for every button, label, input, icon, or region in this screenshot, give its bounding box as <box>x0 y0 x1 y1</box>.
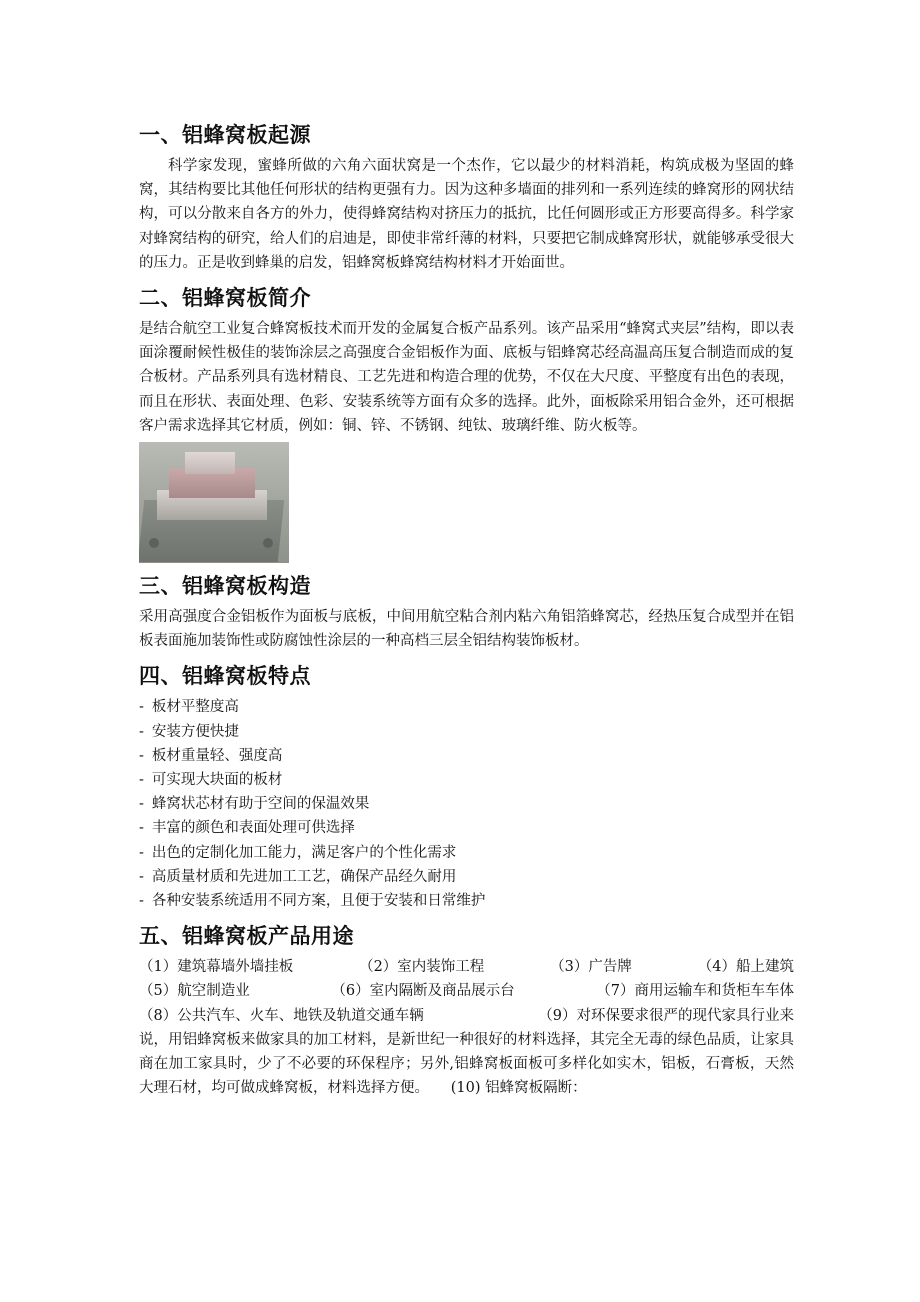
feature-list <box>139 695 794 913</box>
list-item: - 板材平整度高 <box>139 695 794 719</box>
uses-row <box>139 955 794 979</box>
use-item: （8）公共汽车、火车、地铁及轨道交通车辆 <box>139 1007 424 1024</box>
list-item: - 可实现大块面的板材 <box>139 768 794 792</box>
section-origin <box>139 118 794 275</box>
list-item: - 丰富的颜色和表面处理可供选择 <box>139 816 794 840</box>
section-heading: 一、铝蜂窝板起源 <box>139 123 311 147</box>
use-item: （5）航空制造业 <box>139 983 250 1000</box>
list-item: - 出色的定制化加工能力，满足客户的个性化需求 <box>139 841 794 865</box>
uses-paragraph: 说，用铝蜂窝板来做家具的加工材料，是新世纪一种很好的材料选择，其完全无毒的绿色品质，让家具商在加工家具时，少了不必要的环保程序；另外,铝蜂窝板面板可多样化如实木，铝板，石膏板，天然大理石材，均可做成蜂窝板，材料选择方便。 (10) 铝蜂窝板隔断： <box>139 1031 794 1097</box>
photo-mount-hole <box>149 538 159 548</box>
section-uses <box>139 919 794 1100</box>
section-heading: 三、铝蜂窝板构造 <box>139 574 311 599</box>
use-item: （7）商用运输车和货柜车车体 <box>596 983 794 1000</box>
section-structure <box>139 569 794 653</box>
list-item: - 板材重量轻、强度高 <box>139 744 794 768</box>
section-paragraph: 采用高强度合金铝板作为面板与底板，中间用航空粘合剂内粘六角铝箔蜂窝芯，经热压复合成型并在铝板表面施加装饰性或防腐蚀性涂层的一种高档三层全铝结构装饰板材。 <box>139 609 794 650</box>
section-intro <box>139 281 794 563</box>
list-item: - 高质量材质和先进加工工艺，确保产品经久耐用 <box>139 865 794 889</box>
use-item: （2）室内装饰工程 <box>359 959 485 976</box>
use-item: （9）对环保要求很严的现代家具行业来 <box>538 1007 794 1024</box>
uses-list <box>139 955 794 1100</box>
section-paragraph: 是结合航空工业复合蜂窝板技术而开发的金属复合板产品系列。该产品采用“蜂窝式夹层”结构，即以表面涂覆耐候性极佳的装饰涂层之高强度合金铝板作为面、底板与铝蜂窝芯经高温高压复合制造而成的复合板材。产品系列具有选材精良、工艺先进和构造合理的优势，不仅在大尺度、平整度有出色的表现，而且在形状、表面处理、色彩、安装系统等方面有众多的选择。此外，面板除采用铝合金外，还可根据客户需求选择其它材质，例如：铜、锌、不锈钢、纯钛、玻璃纤维、防火板等。 <box>139 321 794 434</box>
use-item: （6）室内隔断及商品展示台 <box>331 983 515 1000</box>
use-item: （1）建筑幕墙外墙挂板 <box>139 959 294 976</box>
product-photo <box>139 442 289 563</box>
uses-row <box>139 1004 794 1028</box>
photo-mount-hole <box>263 538 273 548</box>
section-heading: 二、铝蜂窝板简介 <box>139 286 311 311</box>
section-heading: 五、铝蜂窝板产品用途 <box>139 924 354 949</box>
use-item: （4）船上建筑 <box>697 959 794 976</box>
document-page <box>139 118 794 1106</box>
photo-top-panel <box>185 452 235 474</box>
list-item: - 各种安装系统适用不同方案，且便于安装和日常维护 <box>139 889 794 913</box>
list-item: - 蜂窝状芯材有助于空间的保温效果 <box>139 792 794 816</box>
section-heading: 四、铝蜂窝板特点 <box>139 664 311 689</box>
section-paragraph: 科学家发现，蜜蜂所做的六角六面状窝是一个杰作，它以最少的材料消耗，构筑成极为坚固的蜂窝，其结构要比其他任何形状的结构更强有力。因为这种多墙面的排列和一系列连续的蜂窝形的网状结构，可以分散来自各方的外力，使得蜂窝结构对挤压力的抵抗，比任何圆形或正方形要高得多。科学家对蜂窝结构的研究，给人们的启迪是，即使非常纤薄的材料，只要把它制成蜂窝形状，就能够承受很大的压力。正是收到蜂巢的启发，铝蜂窝板蜂窝结构材料才开始面世。 <box>139 158 794 271</box>
list-item: - 安装方便快捷 <box>139 720 794 744</box>
use-item: （3）广告牌 <box>550 959 632 976</box>
uses-row <box>139 979 794 1003</box>
section-features <box>139 659 794 913</box>
